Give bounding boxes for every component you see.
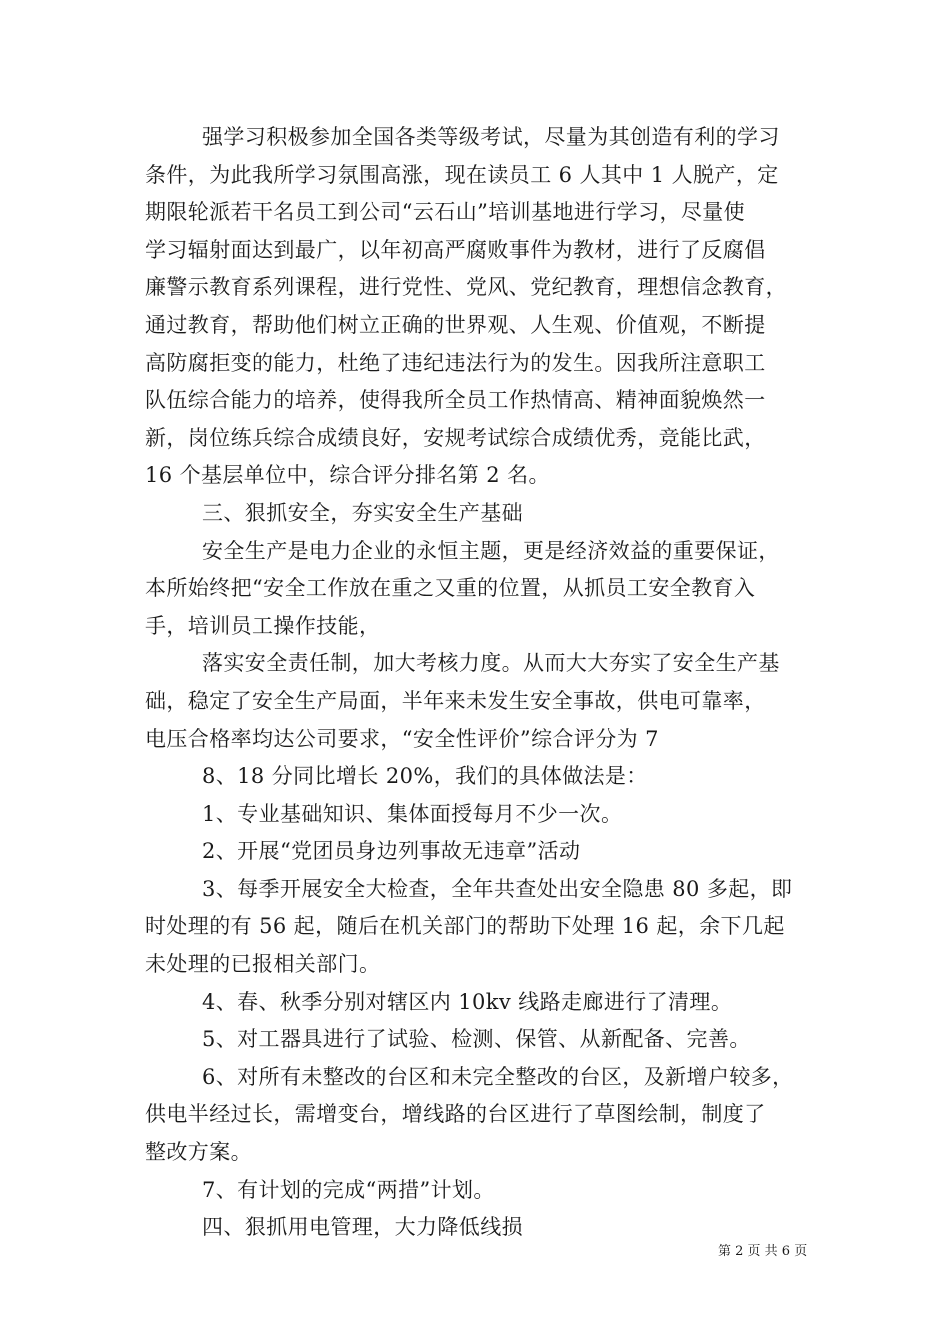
text-line: 8、18 分同比增长 20%，我们的具体做法是： [202, 764, 648, 789]
text-line: 整改方案。 [145, 1140, 252, 1165]
text-line: 未处理的已报相关部门。 [145, 952, 381, 977]
list-item: 6、对所有未整改的台区和未完全整改的台区，及新增户较多， [202, 1064, 794, 1089]
text-line: 通过教育，帮助他们树立正确的世界观、人生观、价值观，不断提 [145, 312, 766, 337]
list-item: 3、每季开展安全大检查，全年共查处出安全隐患 80 多起，即 [202, 876, 793, 901]
text-line: 新，岗位练兵综合成绩良好，安规考试综合成绩优秀，竞能比武， [145, 425, 766, 450]
text-line: 础，稳定了安全生产局面，半年来未发生安全事故，供电可靠率， [145, 688, 766, 713]
list-item: 7、有计划的完成“两措”计划。 [202, 1177, 495, 1202]
text-line: 条件，为此我所学习氛围高涨，现在读员工 6 人其中 1 人脱产，定 [145, 162, 779, 187]
text-line: 本所始终把“安全工作放在重之又重的位置，从抓员工安全教育入 [145, 576, 756, 601]
list-item: 4、春、秋季分别对辖区内 10kv 线路走廊进行了清理。 [202, 989, 733, 1014]
text-line: 电压合格率均达公司要求，“安全性评价”综合评分为 7 [145, 726, 659, 751]
section-heading: 三、狠抓安全，夯实安全生产基础 [202, 500, 523, 525]
text-line: 期限轮派若干名员工到公司“云石山”培训基地进行学习，尽量使 [145, 200, 746, 225]
text-line: 落实安全责任制，加大考核力度。从而大大夯实了安全生产基 [202, 651, 780, 676]
text-line: 安全生产是电力企业的永恒主题，更是经济效益的重要保证， [202, 538, 780, 563]
list-item: 1、专业基础知识、集体面授每月不少一次。 [202, 801, 623, 826]
page-number: 第 2 页 共 6 页 [718, 1244, 808, 1259]
text-line: 高防腐拒变的能力，杜绝了违纪违法行为的发生。因我所注意职工 [145, 350, 766, 375]
text-line: 16 个基层单位中，综合评分排名第 2 名。 [145, 463, 550, 488]
text-line: 时处理的有 56 起，随后在机关部门的帮助下处理 16 起，余下几起 [145, 914, 785, 939]
text-line: 强学习积极参加全国各类等级考试，尽量为其创造有利的学习 [202, 125, 780, 149]
list-item: 5、对工器具进行了试验、检测、保管、从新配备、完善。 [202, 1027, 751, 1052]
section-heading: 四、狠抓用电管理，大力降低线损 [202, 1215, 523, 1240]
text-line: 学习辐射面达到最广，以年初高严腐败事件为教材，进行了反腐倡 [145, 237, 766, 262]
text-line: 队伍综合能力的培养，使得我所全员工作热情高、精神面貌焕然一 [145, 388, 766, 413]
text-line: 手，培训员工操作技能， [145, 613, 381, 638]
text-line: 廉警示教育系列课程，进行党性、党风、党纪教育，理想信念教育， [145, 275, 787, 300]
list-item: 2、开展“党团员身边列事故无违章”活动 [202, 839, 581, 864]
text-line: 供电半经过长，需增变台，增线路的台区进行了草图绘制，制度了 [145, 1102, 766, 1127]
body-text [145, 119, 815, 1247]
